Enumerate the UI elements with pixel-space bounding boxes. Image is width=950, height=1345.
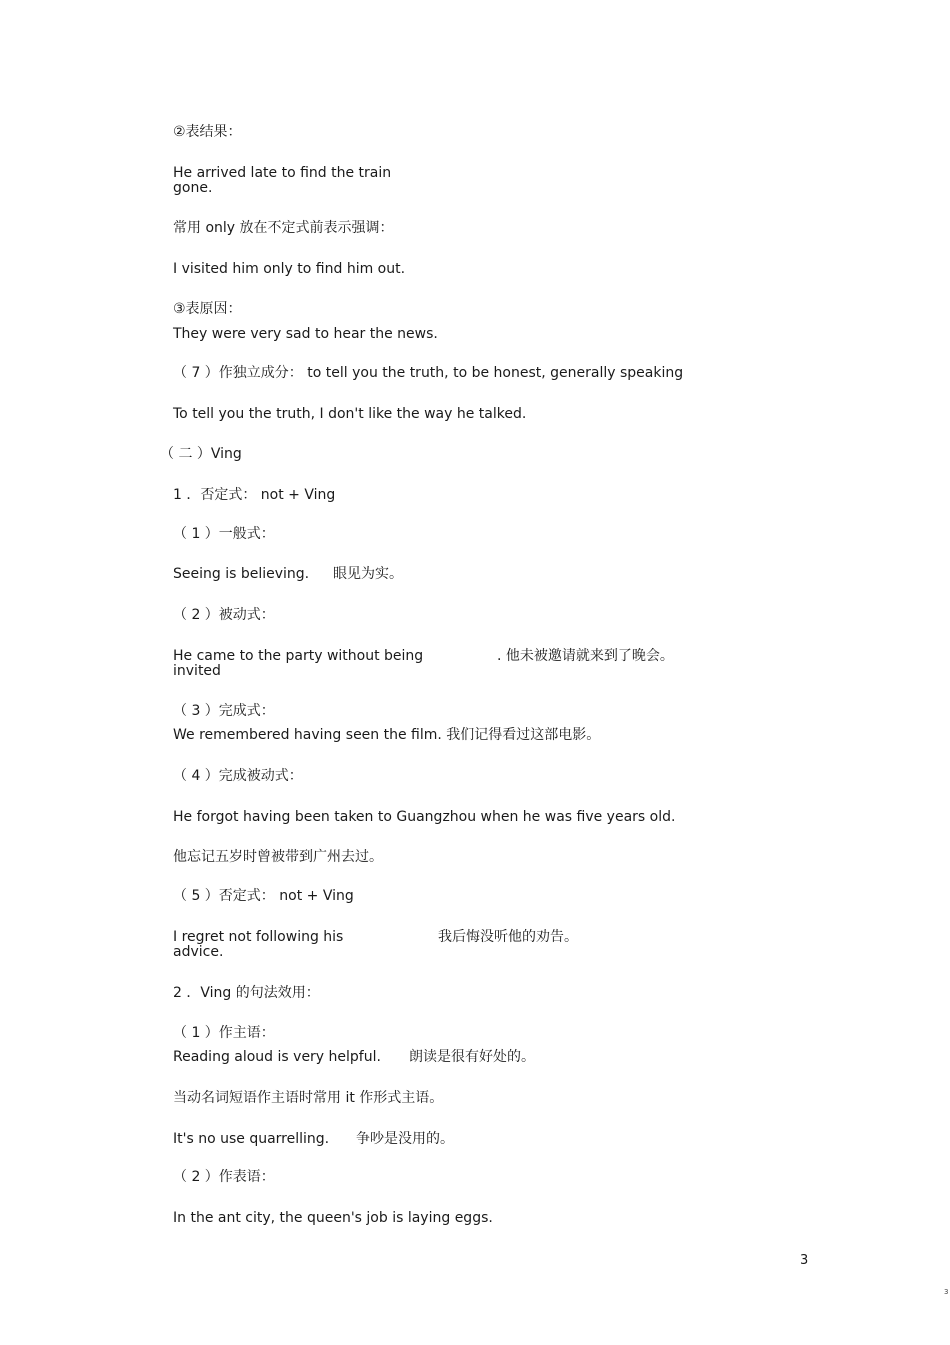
- example-sentence: I visited him only to find him out.: [173, 261, 406, 277]
- note-text: 当动名词短语作主语时常用 it 作形式主语。: [173, 1090, 444, 1106]
- example-sentence: He arrived late to find the train gone.: [173, 165, 392, 196]
- item-heading: （ 2 ）作表语：: [173, 1169, 275, 1185]
- item-heading: （ 1 ）作主语：: [173, 1025, 275, 1041]
- example-sentence: In the ant city, the queen's job is laying eggs.: [173, 1210, 493, 1226]
- example-sentence: He came to the party without being invited: [173, 648, 424, 679]
- translation-text: 我后悔没听他的劝告。: [438, 929, 578, 945]
- translation-text: . 他未被邀请就来到了晚会。: [497, 648, 674, 664]
- subsection-heading: 1 ．否定式： not + Ving: [173, 487, 336, 503]
- example-sentence: He forgot having been taken to Guangzhou when he was five years old.: [173, 809, 676, 825]
- translation-text: 眼见为实。: [333, 566, 403, 582]
- example-sentence: We remembered having seen the film. 我们记得看过这部电影。: [173, 727, 601, 743]
- item-heading: （ 3 ）完成式：: [173, 703, 275, 719]
- item-heading: （ 2 ）被动式：: [173, 607, 275, 623]
- example-sentence: Seeing is believing.: [173, 566, 310, 582]
- note-text: 常用 only 放在不定式前表示强调：: [173, 220, 394, 236]
- example-sentence: I regret not following his advice.: [173, 929, 344, 960]
- page-number: 3: [800, 1253, 809, 1268]
- translation-text: 朗读是很有好处的。: [409, 1049, 535, 1065]
- section-heading-reason: ③表原因：: [173, 301, 242, 317]
- item-heading: （ 4 ）完成被动式：: [173, 768, 303, 784]
- example-sentence: They were very sad to hear the news.: [173, 326, 438, 342]
- item-heading: （ 1 ）一般式：: [173, 526, 275, 542]
- translation-text: 争吵是没用的。: [356, 1131, 454, 1147]
- section-heading-result: ②表结果：: [173, 124, 242, 140]
- corner-page-marker: 3: [944, 1288, 949, 1296]
- example-sentence: Reading aloud is very helpful.: [173, 1049, 381, 1065]
- chapter-heading-ving: （ 二 ）Ving: [160, 446, 242, 462]
- translation-text: 他忘记五岁时曾被带到广州去过。: [173, 849, 383, 865]
- section-heading-independent: （ 7 ）作独立成分： to tell you the truth, to be honest, generally speaking: [173, 365, 684, 381]
- example-sentence: It's no use quarrelling.: [173, 1131, 330, 1147]
- example-sentence: To tell you the truth, I don't like the way he talked.: [173, 406, 527, 422]
- item-heading: （ 5 ）否定式： not + Ving: [173, 888, 354, 904]
- subsection-heading: 2 ．Ving 的句法效用：: [173, 985, 320, 1001]
